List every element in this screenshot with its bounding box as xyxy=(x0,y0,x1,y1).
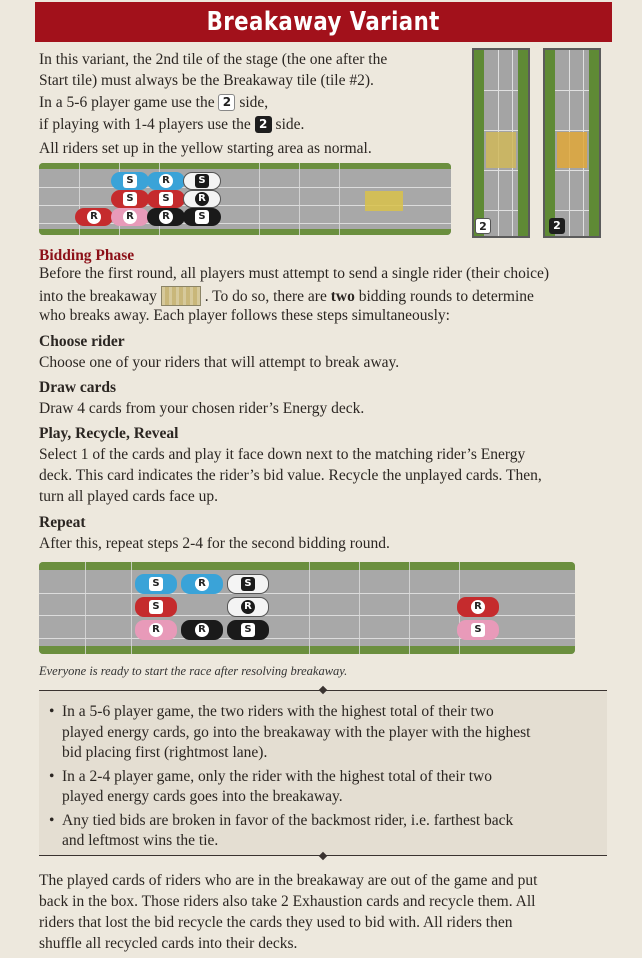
rider-token: R xyxy=(227,597,269,617)
bidding-line-2-bold: two xyxy=(330,288,355,305)
step-text: Draw 4 cards from your chosen rider’s Energy deck. xyxy=(39,400,365,417)
intro-line-5: All riders set up in the yellow starting area as normal. xyxy=(39,140,372,157)
rider-token: S xyxy=(227,574,269,594)
closing-line: The played cards of riders who are in the breakaway are out of the game and put xyxy=(39,872,538,889)
intro-line-3-text: In a 5-6 player game use the xyxy=(39,94,215,111)
rules-list xyxy=(39,691,607,852)
bidding-line-2-c: bidding rounds to determine xyxy=(358,288,534,305)
closing-line: back in the box. Those riders also take 2 Exhaustion cards and recycle them. All xyxy=(39,893,536,910)
closing-line: riders that lost the bid recycle the cards they used to bid with. All riders then xyxy=(39,914,513,931)
bidding-heading: Bidding Phase xyxy=(39,247,135,264)
step-text: Select 1 of the cards and play it face down next to the matching rider’s Energy xyxy=(39,446,526,463)
rider-token: R xyxy=(147,208,185,226)
intro-line-3 xyxy=(39,93,268,114)
breakaway-rider-token: S xyxy=(457,620,499,640)
rider-token: R xyxy=(135,620,177,640)
rider-token: S xyxy=(227,620,269,640)
breakaway-tile-light-side xyxy=(472,48,530,238)
rule-item: • In a 5-6 player game, the two riders with the highest total of their two played energy cards, go into the breakaway with the player with the highest bid placing first (rightmost lane). xyxy=(49,702,597,764)
bidding-line-1: Before the first round, all players must attempt to send a single rider (their choice) xyxy=(39,265,550,282)
setup-track-illustration xyxy=(39,163,451,235)
rider-token: R xyxy=(181,620,223,640)
breakaway-rider-token: R xyxy=(457,597,499,617)
step-heading: Choose rider xyxy=(39,333,125,350)
rider-token: S xyxy=(135,574,177,594)
step-heading: Repeat xyxy=(39,514,86,531)
divider-diamond xyxy=(319,852,327,860)
breakaway-result-track xyxy=(39,562,575,654)
page-title: Breakaway Variant xyxy=(206,7,441,37)
tile-side-badge-light: 2 xyxy=(218,94,235,111)
bidding-line-2-b: . To do so, there are xyxy=(204,288,327,305)
bidding-line-2-a: into the breakaway xyxy=(39,288,157,305)
intro-line-4-tail: side. xyxy=(275,116,305,133)
tile-side-badge-dark: 2 xyxy=(255,116,272,133)
rider-token: R xyxy=(181,574,223,594)
breakaway-zone-icon xyxy=(161,286,201,306)
intro-line-2: Start tile) must always be the Breakaway tile (tile #2). xyxy=(39,72,374,89)
rider-token: S xyxy=(183,172,221,190)
tile-number-label: 2 xyxy=(549,218,565,234)
step-text: turn all played cards face up. xyxy=(39,488,219,505)
rider-token: R xyxy=(147,172,185,190)
closing-line: shuffle all recycled cards into their decks. xyxy=(39,935,298,952)
tile-number-label: 2 xyxy=(475,218,491,234)
title-banner xyxy=(35,2,612,42)
rider-token: S xyxy=(147,190,185,208)
rider-token: S xyxy=(111,190,149,208)
bidding-line-3: who breaks away. Each player follows these steps simultaneously: xyxy=(39,307,450,324)
step-text: After this, repeat steps 2-4 for the second bidding round. xyxy=(39,535,390,552)
rider-token: R xyxy=(111,208,149,226)
illustration-caption: Everyone is ready to start the race after resolving breakaway. xyxy=(39,664,348,678)
step-text: deck. This card indicates the rider’s bid value. Recycle the unplayed cards. Then, xyxy=(39,467,542,484)
rider-token: S xyxy=(135,597,177,617)
rule-item: • Any tied bids are broken in favor of the backmost rider, i.e. farthest back and leftmost wins the tie. xyxy=(49,811,597,852)
step-text: Choose one of your riders that will attempt to break away. xyxy=(39,354,400,371)
intro-line-3-tail: side, xyxy=(239,94,269,111)
breakaway-tile-dark-side xyxy=(543,48,601,238)
rule-item: • In a 2-4 player game, only the rider with the highest total of their two played energy cards goes into the breakaway. xyxy=(49,767,597,808)
rider-token: R xyxy=(183,190,221,208)
bidding-line-2 xyxy=(39,286,534,308)
rider-token: R xyxy=(75,208,113,226)
step-heading: Draw cards xyxy=(39,379,117,396)
intro-line-4-text: if playing with 1-4 players use the xyxy=(39,116,251,133)
step-heading: Play, Recycle, Reveal xyxy=(39,425,179,442)
rider-token: S xyxy=(183,208,221,226)
intro-line-4 xyxy=(39,115,304,136)
rider-token: S xyxy=(111,172,149,190)
rules-box xyxy=(39,690,607,856)
intro-line-1: In this variant, the 2nd tile of the stage (the one after the xyxy=(39,51,388,68)
